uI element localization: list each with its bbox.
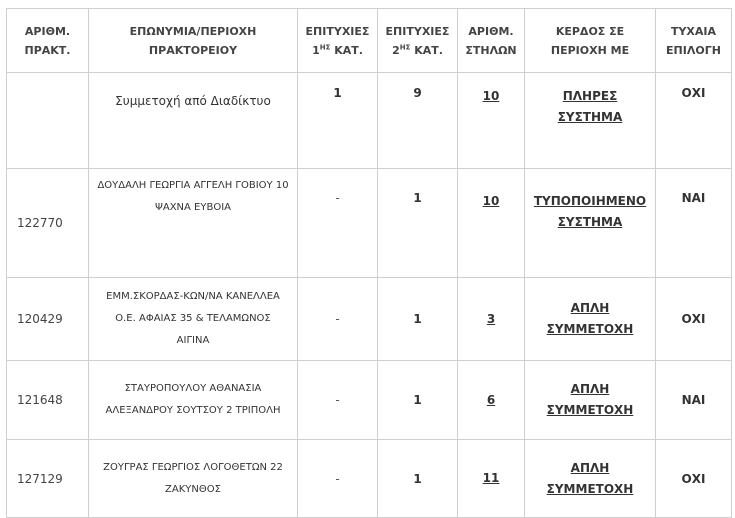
header-random-selection <box>656 9 732 73</box>
profit-method-line[interactable]: ΣΥΜΜΕΤΟΧΗ <box>546 403 634 417</box>
second-category-wins-cell: 1 <box>378 169 458 278</box>
table-row <box>7 73 732 169</box>
header-agency-number-line2: ΠΡΑΚΤ. <box>24 43 71 57</box>
header-second-category-wins <box>378 9 458 73</box>
header-agency-number-line1: ΑΡΙΘΜ. <box>24 24 71 38</box>
header-random-line2: ΕΠΙΛΟΓΗ <box>666 43 721 57</box>
column-count-link[interactable]: 3 <box>458 278 525 361</box>
agency-name-line: ΑΙΓΙΝΑ <box>176 335 210 346</box>
random-selection-cell: ΟΧΙ <box>656 278 732 361</box>
first-category-wins-cell: - <box>298 440 378 518</box>
profit-method-link[interactable] <box>525 361 656 440</box>
table-row <box>7 361 732 440</box>
agency-name-line: ΨΑΧΝΑ ΕΥΒΟΙΑ <box>154 202 231 213</box>
first-category-wins-cell: 1 <box>298 73 378 169</box>
header-columns-line1: ΑΡΙΘΜ. <box>468 24 514 38</box>
agency-name-line: Συμμετοχή από Διαδίκτυο <box>115 94 271 108</box>
agency-number-cell: 122770 <box>7 169 89 278</box>
header-wins1-sup: ΗΣ <box>319 42 331 51</box>
profit-method-line[interactable]: ΣΥΣΤΗΜΑ <box>557 110 623 124</box>
header-row <box>7 9 732 73</box>
column-count-link[interactable]: 10 <box>458 73 525 169</box>
first-category-wins-cell: - <box>298 169 378 278</box>
agency-name-cell <box>89 73 298 169</box>
header-wins2-line1: ΕΠΙΤΥΧΙΕΣ <box>385 24 450 38</box>
profit-method-line[interactable]: ΑΠΛΗ <box>570 301 610 315</box>
header-first-category-wins <box>298 9 378 73</box>
header-wins1-kat: ΚΑΤ. <box>330 43 363 57</box>
agency-number-cell: 120429 <box>7 278 89 361</box>
table-row <box>7 278 732 361</box>
agency-number-cell: 121648 <box>7 361 89 440</box>
column-count-link[interactable]: 10 <box>458 169 525 278</box>
agency-number-cell <box>7 73 89 169</box>
agency-name-cell <box>89 278 298 361</box>
profit-method-link[interactable] <box>525 169 656 278</box>
header-agency-name-line1: ΕΠΩΝΥΜΙΑ/ΠΕΡΙΟΧΗ <box>129 24 257 38</box>
column-count-link[interactable]: 11 <box>458 440 525 518</box>
header-agency-name <box>89 9 298 73</box>
profit-method-line[interactable]: ΠΛΗΡΕΣ <box>562 89 618 103</box>
agency-name-line: ΖΑΚΥΝΘΟΣ <box>165 483 221 495</box>
header-wins2-sup: ΗΣ <box>399 42 411 51</box>
second-category-wins-cell: 9 <box>378 73 458 169</box>
header-profit-line1: ΚΕΡΔΟΣ ΣΕ <box>555 24 625 38</box>
random-selection-cell: ΟΧΙ <box>656 73 732 169</box>
header-profit-method <box>525 9 656 73</box>
random-selection-cell: ΟΧΙ <box>656 440 732 518</box>
agency-name-line: ΕΜΜ.ΣΚΟΡΔΑΣ-ΚΩΝ/ΝΑ ΚΑΝΕΛΛΕΑ <box>106 291 280 302</box>
header-agency-number <box>7 9 89 73</box>
profit-method-line[interactable]: ΣΥΜΜΕΤΟΧΗ <box>546 481 634 496</box>
header-columns-line2: ΣΤΗΛΩΝ <box>465 43 517 57</box>
agency-name-cell <box>89 169 298 278</box>
agency-name-line: ΑΛΕΞΑΝΔΡΟΥ ΣΟΥΤΣΟΥ 2 ΤΡΙΠΟΛΗ <box>105 405 281 416</box>
first-category-wins-cell: - <box>298 278 378 361</box>
header-profit-line2: ΠΕΡΙΟΧΗ ΜΕ <box>550 43 630 57</box>
agency-name-cell <box>89 361 298 440</box>
profit-method-line[interactable]: ΣΥΜΜΕΤΟΧΗ <box>546 322 634 336</box>
random-selection-cell: ΝΑΙ <box>656 169 732 278</box>
profit-method-line[interactable]: ΑΠΛΗ <box>570 460 610 475</box>
table-row <box>7 440 732 518</box>
header-wins1-line1: ΕΠΙΤΥΧΙΕΣ <box>305 24 370 38</box>
second-category-wins-cell: 1 <box>378 361 458 440</box>
agency-name-line: ΔΟΥΔΑΛΗ ΓΕΩΡΓΙΑ ΑΓΓΕΛΗ ΓΟΒΙΟΥ 10 <box>97 180 289 191</box>
agency-name-line: ΣΤΑΥΡΟΠΟΥΛΟΥ ΑΘΑΝΑΣΙΑ <box>124 383 262 394</box>
profit-method-line[interactable]: ΑΠΛΗ <box>570 382 610 396</box>
second-category-wins-cell: 1 <box>378 440 458 518</box>
profit-method-line[interactable]: ΤΥΠΟΠΟΙΗΜΕΝΟ <box>533 194 647 208</box>
results-table <box>6 8 732 518</box>
table-row <box>7 169 732 278</box>
header-wins2-kat: ΚΑΤ. <box>410 43 443 57</box>
profit-method-link[interactable] <box>525 73 656 169</box>
first-category-wins-cell: - <box>298 361 378 440</box>
header-column-count <box>458 9 525 73</box>
header-wins2-num: 2 <box>392 43 400 57</box>
profit-method-link[interactable] <box>525 278 656 361</box>
profit-method-link[interactable] <box>525 440 656 518</box>
profit-method-line[interactable]: ΣΥΣΤΗΜΑ <box>557 215 623 229</box>
second-category-wins-cell: 1 <box>378 278 458 361</box>
agency-name-line: Ο.Ε. ΑΦΑΙΑΣ 35 & ΤΕΛΑΜΩΝΟΣ <box>115 313 271 324</box>
column-count-link[interactable]: 6 <box>458 361 525 440</box>
agency-name-cell <box>89 440 298 518</box>
header-agency-name-line2: ΠΡΑΚΤΟΡΕΙΟΥ <box>148 43 238 57</box>
agency-number-cell: 127129 <box>7 440 89 518</box>
header-wins1-num: 1 <box>312 43 320 57</box>
random-selection-cell: ΝΑΙ <box>656 361 732 440</box>
agency-name-line: ΖΟΥΓΡΑΣ ΓΕΩΡΓΙΟΣ ΛΟΓΟΘΕΤΩΝ 22 <box>103 461 283 473</box>
header-random-line1: ΤΥΧΑΙΑ <box>670 24 717 38</box>
